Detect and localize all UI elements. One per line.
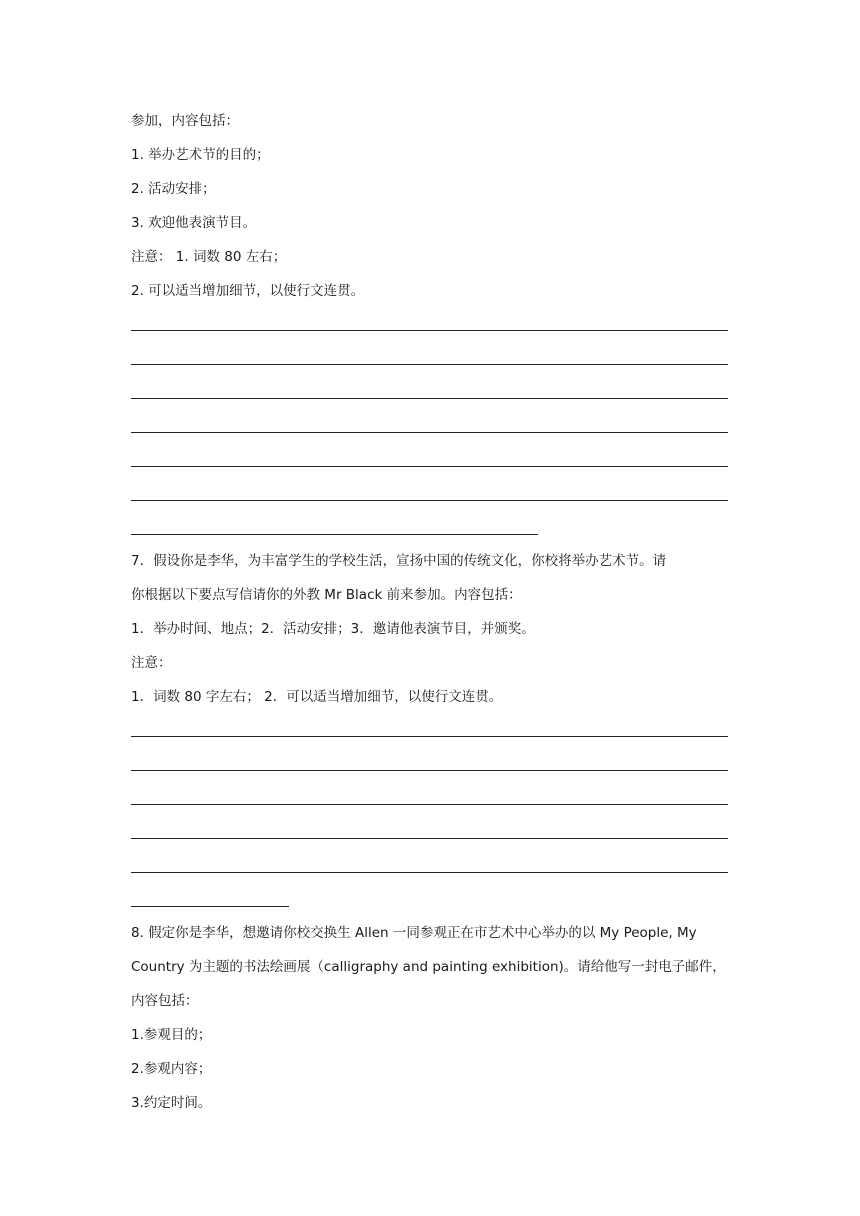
- question-8-line: 3.约定时间。: [131, 1095, 212, 1111]
- text-line: 2. 可以适当增加细节，以使行文连贯。: [131, 283, 365, 299]
- question-7-line: 1．词数 80 字左右； 2．可以适当增加细节，以使行文连贯。: [131, 689, 503, 705]
- answer-line: [131, 364, 728, 365]
- answer-line: [131, 534, 538, 535]
- answer-line: [131, 736, 728, 737]
- question-8-line: Country 为主题的书法绘画展（calligraphy and painting exhibition)。请给他写一封电子邮件，: [131, 959, 726, 975]
- question-7-line: 7．假设你是李华，为丰富学生的学校生活，宣扬中国的传统文化，你校将举办艺术节。请: [131, 553, 667, 569]
- text-line: 2. 活动安排；: [131, 181, 216, 197]
- answer-line: [131, 804, 728, 805]
- question-7-line: 你根据以下要点写信请你的外教 Mr Black 前来参加。内容包括：: [131, 587, 522, 603]
- question-8-line: 8. 假定你是李华，想邀请你校交换生 Allen 一同参观正在市艺术中心举办的以 My People, My: [131, 925, 697, 941]
- answer-line: [131, 906, 289, 907]
- answer-line: [131, 432, 728, 433]
- answer-line: [131, 330, 728, 331]
- question-8-line: 1.参观目的；: [131, 1027, 212, 1043]
- answer-line: [131, 398, 728, 399]
- question-8-line: 内容包括：: [131, 993, 199, 1009]
- question-7-line: 1．举办时间、地点；2．活动安排；3．邀请他表演节目，并颁奖。: [131, 621, 535, 637]
- text-line: 3. 欢迎他表演节目。: [131, 215, 257, 231]
- answer-line: [131, 872, 728, 873]
- question-8-line: 2.参观内容；: [131, 1061, 212, 1077]
- answer-line: [131, 500, 728, 501]
- text-line: 注意： 1. 词数 80 左右；: [131, 249, 287, 265]
- answer-line: [131, 770, 728, 771]
- answer-line: [131, 838, 728, 839]
- text-line: 参加，内容包括：: [131, 113, 239, 129]
- answer-line: [131, 466, 728, 467]
- question-7-line: 注意：: [131, 655, 172, 671]
- text-line: 1. 举办艺术节的目的；: [131, 147, 270, 163]
